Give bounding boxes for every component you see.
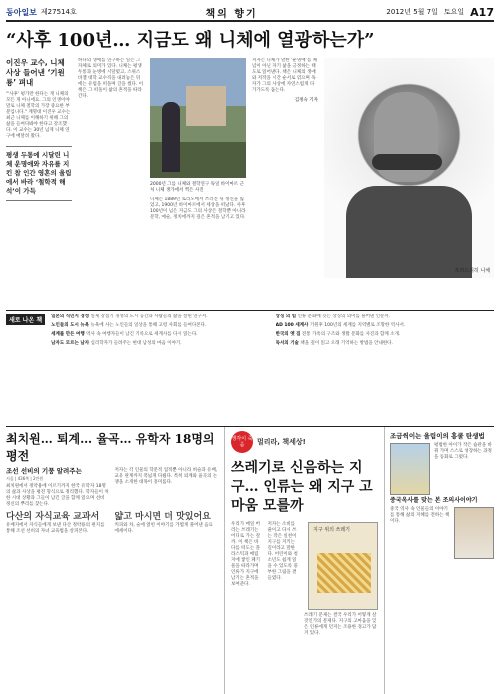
new-book-item — [51, 341, 269, 347]
new-book-item — [276, 314, 494, 320]
lower-left-title: 최치원… 퇴계… 율곡… 유학자 18명의 평전 — [6, 432, 215, 463]
photo-house — [186, 86, 226, 126]
article-title: 다산의 자식교육 교과서 — [6, 512, 100, 522]
article-meta: 지음 | 436쪽 | 2만원 — [6, 476, 44, 481]
lead-text-1: "'사후' 평가만 한다는 게 니체의 모든 게 아니에요. 그의 인생이야말로 니체 철학의 가장 중요한 부분입니다." 계명대 이진우 교수는 최근 니체를 이해하기 위해 그의 삶을 들여다봐야 한다고 강조했다. 이 교수는 30년 넘게 니체 연구에 매달려 왔다. — [6, 92, 71, 139]
kicker — [231, 431, 378, 453]
lower-center-column — [224, 427, 378, 694]
issue-weekday: 토요일 — [443, 8, 465, 16]
new-book-text: 인류 문화에 깃든 상징의 의미를 풀어낸 인문서. — [297, 314, 391, 319]
new-book-title: 세계를 만든 여행 — [51, 332, 85, 337]
article-confucian-cont — [115, 468, 219, 508]
newspaper-logo: 동아일보 — [6, 7, 37, 17]
lead-column-1 — [6, 58, 72, 306]
lead-headline — [6, 30, 494, 52]
photo-caption: 2000년 그를 니체와 철학연구 독일 바이마르 근처 니체 생가에서 찍은 사진 — [150, 182, 244, 193]
new-book-item — [276, 332, 494, 338]
new-books-col-2 — [276, 314, 494, 420]
masthead-left — [6, 7, 77, 18]
new-book-title: 독서의 기술 — [275, 341, 299, 346]
center-col-1 — [231, 522, 262, 637]
lower-left-column — [6, 427, 218, 694]
new-books-section — [6, 310, 494, 420]
article-text: 최치원에서 정약용에 이르기까지 한국 유학자 18명의 삶과 사상을 평전 형식으로 정리했다. 학자들이 처한 시대 상황과 그들이 남긴 글을 함께 읽으며 선비 정신의 뿌리를 찾는다. — [6, 484, 109, 507]
book-cover — [308, 522, 378, 610]
new-book-text: 일제 강점기 경성의 도시 공간과 사람들의 삶을 살핀 연구서. — [90, 314, 208, 319]
article-title: 조선 선비의 기풍 알려주는 — [6, 467, 82, 475]
new-book-item — [276, 323, 494, 329]
right-text: 평범한 아이가 작은 습관을 바꿔 가며 스스로 성장하는 과정을 동화로 그렸다. — [434, 443, 492, 460]
author-credit: 김정숙 기자 — [294, 98, 318, 103]
portrait-mustache — [372, 154, 442, 170]
lead-byline: 이진우 교수, 니체사상 들어낸 ‘기원룡’ 펴내 — [6, 58, 65, 87]
article-drinks — [115, 514, 219, 535]
pull-quote: 평생 두통에 시달린 니체 운명애와 자유를 지킨 참 인간 영혼의 울림에서 바라 ‘철학적 해석’이 가득 — [6, 146, 72, 201]
lead-column-2 — [78, 58, 144, 306]
center-body — [231, 522, 378, 637]
right-book-cover-2 — [454, 507, 494, 559]
lower-right-column — [384, 427, 494, 694]
article-title: 얇고 마시면 더 맛있어요 — [114, 512, 211, 522]
new-book-title: 상징 의 힘 — [275, 314, 297, 319]
bottom-row — [6, 514, 218, 535]
right-title: 조금씩이는 울림이의 흥쿨 탄생법 — [390, 432, 485, 440]
article-text: 유배지에서 자식들에게 보낸 다산 정약용의 편지를 통해 조선 선비의 자녀 교육법을 살펴본다. — [6, 523, 105, 534]
new-book-title: 남자도 모르는 남자 — [51, 341, 90, 346]
lead-text-3: 니체는 1889년 토리노에서 쓰러진 뒤 정신을 잃었고, 1900년 바이마르에서 세상을 떠났다. 사후 100년이 넘은 지금도 그의 사상은 철학뿐 아니라 문학, 예술, 정치에까지 깊은 흔적을 남기고 있다. — [150, 197, 246, 220]
nietzsche-portrait — [324, 58, 494, 278]
lead-title: “사후 100년… 지금도 왜 니체에 열광하는가” — [6, 30, 375, 51]
new-book-text: 기원후 100년의 세계를 지역별로 조망한 역사서. — [309, 323, 406, 328]
kicker-badge: 생각이 죽음 — [231, 431, 253, 453]
new-book-text: 전통 가옥의 구조와 생활 문화를 사진과 함께 소개. — [301, 332, 401, 337]
right-text-2: 중국 역사 속 인물들의 이야기를 통해 삶의 지혜를 전하는 책이다. — [390, 507, 450, 524]
new-book-title: 한국의 옛 집 — [275, 332, 301, 337]
kicker-text: 멀리라, 책세상! — [257, 438, 306, 446]
photo-person — [162, 102, 180, 172]
portrait-coat — [346, 186, 472, 278]
lead-column-4 — [252, 58, 318, 306]
center-col-2 — [268, 522, 299, 637]
new-book-item — [51, 323, 269, 329]
lead-text-2: 하나의 생애를 연구하는 일은 그 자체로 의미가 있다. 니체는 평생 두통과 눈병에 시달렸고, 스위스 바젤 대학 교수직을 내려놓은 뒤에는 유럽을 떠돌며 글을 썼다. 이 책은 그 떠돌이 삶의 흔적을 따라간다. — [78, 58, 144, 99]
new-book-item — [51, 332, 269, 338]
center-title: 쓰레기로 신음하는 지구… 인류는 왜 지구 고마움 모를까 — [231, 460, 373, 514]
article-text: 커피와 차, 술에 얽힌 이야기를 가볍게 풀어낸 음료 에세이다. — [114, 523, 213, 534]
new-book-title: 노인들의 도시 뉴욕 — [51, 323, 90, 328]
author-photo — [150, 58, 246, 178]
new-book-text: 뉴욕에 사는 노인들의 일상을 통해 고령 사회를 들여다본다. — [90, 323, 207, 328]
lower-section — [6, 426, 494, 694]
center-text: 쓰레기 문제는 결국 우리가 어떻게 살 것인가의 문제다. 지구의 고마움을 잊은 인류에게 던지는 조용한 경고가 담겨 있다. — [304, 613, 377, 636]
new-books-tag: 새로 나온 책 — [6, 314, 45, 325]
masthead — [6, 4, 494, 22]
cover-illustration — [317, 553, 371, 593]
center-col-3 — [304, 522, 378, 637]
new-book-text: 심리학자가 들려주는 현대 남성의 마음 이야기. — [90, 341, 182, 346]
section-title: 책의 향기 — [205, 8, 258, 20]
issue-date: 2012년 5월 7일 — [386, 8, 438, 16]
new-book-title: 일본의 식민지 경성 — [51, 314, 90, 319]
new-book-title: AD 100 세계사 — [275, 323, 309, 328]
center-text: 우리가 매일 버리는 쓰레기는 어디로 가는 걸까. 이 책은 바다를 떠도는 플라스틱과 매립지에 쌓인 폐기물을 따라가며 인류가 지구에 남기는 흔적을 보여준다. — [231, 522, 260, 587]
new-book-text: 역사 속 여행자들이 남긴 기록으로 세계사를 다시 읽는다. — [86, 332, 198, 337]
lead-text-4: 저자는 니체가 말한 ‘운명애’를 체념이 아닌 자기 삶을 긍정하는 태도로 읽어낸다. 책은 니체의 생애와 저작을 시간 순서로 엮으며 독자가 그의 사상에 자연스럽게 다가가도록 돕는다. — [252, 58, 318, 93]
center-text: 저자는 소비를 줄이고 다시 쓰는 작은 실천이 지구를 지키는 길이라고 말한다. 어린이와 청소년도 쉽게 읽을 수 있도록 풍부한 그림을 곁들였다. — [267, 522, 298, 581]
right-subtitle: 중국옥사를 맞는 본 조의사이야기 — [390, 497, 478, 504]
masthead-right — [386, 6, 494, 19]
new-book-text: 책을 깊이 읽고 오래 기억하는 방법을 안내한다. — [300, 341, 393, 346]
book-cover-title: 지구 위의 쓰레기 — [313, 527, 350, 533]
article-dasan — [6, 514, 110, 535]
new-books-col-1 — [51, 314, 269, 420]
right-book-cover — [390, 443, 430, 495]
article-confucian — [6, 468, 110, 508]
new-book-item — [276, 341, 494, 347]
article-text: 저자는 각 인물의 학문적 업적뿐 아니라 벼슬과 유배, 교유 관계까지 폭넓게 다뤘다. 특히 퇴계와 율곡의 논쟁을 소개한 대목이 흥미롭다. — [114, 468, 218, 485]
page-number: A17 — [470, 5, 494, 19]
new-book-item — [51, 314, 269, 320]
issue-number: 제27514호 — [40, 8, 77, 16]
lead-article — [6, 58, 494, 306]
portrait-label: 프리드리히 니체 — [454, 268, 490, 274]
lead-photo-block — [150, 58, 246, 306]
small-articles — [6, 468, 218, 508]
